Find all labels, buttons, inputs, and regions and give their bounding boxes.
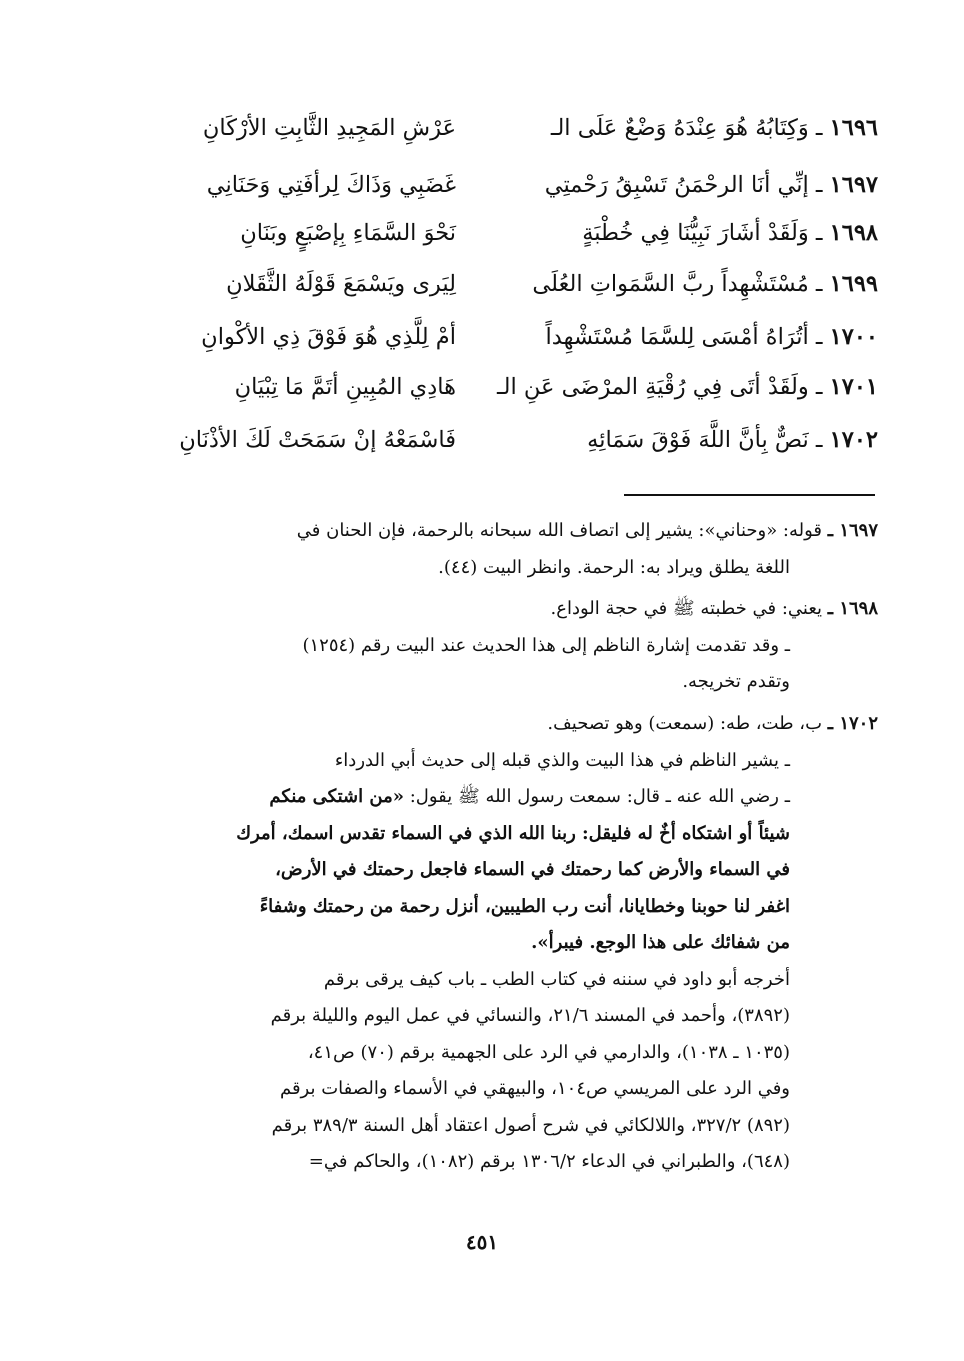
- footnote-line: وتقدم تخريجه.: [682, 671, 790, 692]
- footnote-line: (١٠٣٥ ـ ١٠٣٨)، والدارمي في الرد على الجهمية برقم (٧٠) ص٤١،: [307, 1041, 790, 1063]
- verse-first-hemistich: ١٦٩٦ ـ وَكِتَابُهُ هُوَ عِنْدَهُ وَضْعٌ عَلَى الـ: [550, 115, 878, 141]
- footnote-line: ـ وقد تقدمت إشارة الناظم إلى هذا الحديث عند البيت رقم (١٢٥٤): [302, 634, 790, 656]
- verse-second-hemistich: لِيَرى ويَسْمَعَ قَوْلَهُ الثَّقَلانِ: [226, 271, 456, 297]
- footnote-separator: [624, 494, 875, 496]
- verse-text: أتُرَاهُ أمْسَى لِلسَّمَا مُسْتَشْهِداً: [545, 324, 809, 350]
- verse-second-hemistich: أمْ لِلَّذِي هُوَ فَوْقَ ذِي الأكْوانِ: [201, 324, 456, 350]
- footnote-line: أخرجه أبو داود في سننه في كتاب الطب ـ باب كيف يرقى برقم: [323, 968, 790, 990]
- verse-second-hemistich: نَحْوَ السَّمَاءِ بِإصْبَعٍ وبَنَانِ: [240, 220, 456, 246]
- footnote-line: (٦٤٨)، والطبراني في الدعاء ١٣٠٦/٢ برقم (١٠٨٢)، والحاكم في=: [308, 1151, 790, 1172]
- footnote-line: (٨٩٢) ٣٢٧/٢، واللالكائي في شرح أصول اعتقاد أهل السنة ٣٨٩/٣ برقم: [271, 1114, 790, 1136]
- footnote-line: ـ يشير الناظم في هذا البيت والذي قبله إلى حديث أبي الدرداء: [334, 749, 790, 771]
- verse-first-hemistich: ١٧٠٢ ـ نَصٌّ بِأنَّ اللَّهَ فَوْقَ سَمَائِهِ: [587, 427, 878, 453]
- verse-1699: [88, 264, 878, 304]
- verse-text: وَكِتَابُهُ هُوَ عِنْدَهُ وَضْعٌ عَلَى الـ: [550, 115, 809, 141]
- footnote-line: ١٦٩٨ ـ يعني: في خطبته ﷺ في حجة الوداع.: [550, 598, 878, 619]
- footnote-1697: [88, 513, 878, 586]
- verse-second-hemistich: هَادِي المُبِينِ أتَمَّ مَا تِبْيَانِ: [234, 374, 456, 400]
- verse-number: ١٦٩٩: [829, 271, 878, 297]
- footnote-line: وفي الرد على المريسي ص١٠٤، والبيهقي في الأسماء والصفات برقم: [279, 1078, 790, 1099]
- verse-text: إنِّي أنَا الرحْمَنُ تَسْبِقُ رَحْمتِي: [544, 172, 809, 198]
- verse-text: وَلَقَدْ أشَارَ نَبِيُّنَا فِي خُطْبَةٍ: [582, 220, 809, 246]
- verse-1696: [88, 108, 878, 148]
- verse-1697: [88, 165, 878, 205]
- verse-first-hemistich: ١٧٠١ ـ ولَقَدْ أتَى فِي رُقْيَةِ المرْضَى عَنِ الـ: [497, 374, 878, 400]
- footnote-line: ـ رضي الله عنه ـ قال: سمعت رسول الله ﷺ يقول: «من اشتكى منكم: [269, 786, 790, 807]
- verse-first-hemistich: ١٧٠٠ ـ أتُرَاهُ أمْسَى لِلسَّمَا مُسْتَشْهِداً: [545, 324, 878, 350]
- hadith-line: في السماء والأرض كما رحمتك في السماء فاجعل رحمتك في الأرض،: [275, 859, 790, 880]
- verse-first-hemistich: ١٦٩٧ ـ إنِّي أنَا الرحْمَنُ تَسْبِقُ رَحْمتِي: [544, 172, 878, 198]
- footnote-line: (٣٨٩٢)، وأحمد في المسند ٢١/٦، والنسائي في عمل اليوم والليلة برقم: [270, 1005, 790, 1026]
- verse-1702: [88, 420, 878, 460]
- verse-1700: [88, 317, 878, 357]
- verse-number: ١٦٩٧: [829, 172, 878, 198]
- verse-1701: [88, 367, 878, 407]
- verse-first-hemistich: ١٦٩٩ ـ مُسْتَشْهِداً ربَّ السَّمَواتِ العُلَى: [532, 271, 878, 297]
- verse-number: ١٦٩٨: [829, 220, 878, 246]
- verse-number: ١٧٠٠: [829, 324, 878, 350]
- footnote-line: ١٧٠٢ ـ ب، طت، طه: (سمعت) وهو تصحيف.: [547, 713, 878, 734]
- hadith-line: شيئاً أو اشتكاه أخٌ له فليقل: ربنا الله الذي في السماء تقدس اسمك، أمرك: [236, 822, 790, 844]
- footnote-line: اللغة يطلق ويراد به: الرحمة. وانظر البيت (٤٤).: [438, 556, 790, 578]
- footnote-label: ١٦٩٧ ـ: [827, 520, 878, 541]
- footnote-label: ١٦٩٨ ـ: [827, 598, 878, 619]
- verse-number: ١٧٠١: [829, 374, 878, 400]
- verse-first-hemistich: ١٦٩٨ ـ وَلَقَدْ أشَارَ نَبِيُّنَا فِي خُطْبَةٍ: [582, 220, 878, 246]
- verse-text: مُسْتَشْهِداً ربَّ السَّمَواتِ العُلَى: [532, 271, 809, 297]
- verse-second-hemistich: غَضَبِي وَذَاكَ لِرأفَتِي وَحَنَانِي: [206, 172, 456, 198]
- verse-1698: [88, 213, 878, 253]
- verse-second-hemistich: عَرْشِ المَجِيدِ الثَّابِتِ الأرْكَانِ: [202, 115, 456, 141]
- hadith-line: اغفر لنا حوبنا وخطايانا، أنت رب الطيبين، أنزل رحمة من رحمتك وشفاءً: [259, 895, 790, 917]
- hadith-text: «من اشتكى منكم: [269, 786, 404, 807]
- verse-text: ولَقَدْ أتَى فِي رُقْيَةِ المرْضَى عَنِ الـ: [497, 374, 809, 400]
- verse-text: نَصٌّ بِأنَّ اللَّهَ فَوْقَ سَمَائِهِ: [587, 427, 809, 453]
- footnote-line: ١٦٩٧ ـ قوله: «وحناني»: يشير إلى اتصاف الله سبحانه بالرحمة، فإن الحنان في: [296, 520, 878, 541]
- footnote-label: ١٧٠٢ ـ: [827, 713, 878, 734]
- page-number: ٤٥١: [465, 1230, 499, 1254]
- verse-second-hemistich: فَاسْمَعْهُ إنْ سَمَحَتْ لَكَ الأذْنَانِ: [179, 427, 456, 453]
- verse-number: ١٧٠٢: [829, 427, 878, 453]
- footnote-1698: [88, 591, 878, 701]
- footnote-1702: [88, 706, 878, 1181]
- hadith-line: من شفائك على هذا الوجع. فيبرأ».: [531, 932, 790, 953]
- verse-number: ١٦٩٦: [829, 115, 878, 141]
